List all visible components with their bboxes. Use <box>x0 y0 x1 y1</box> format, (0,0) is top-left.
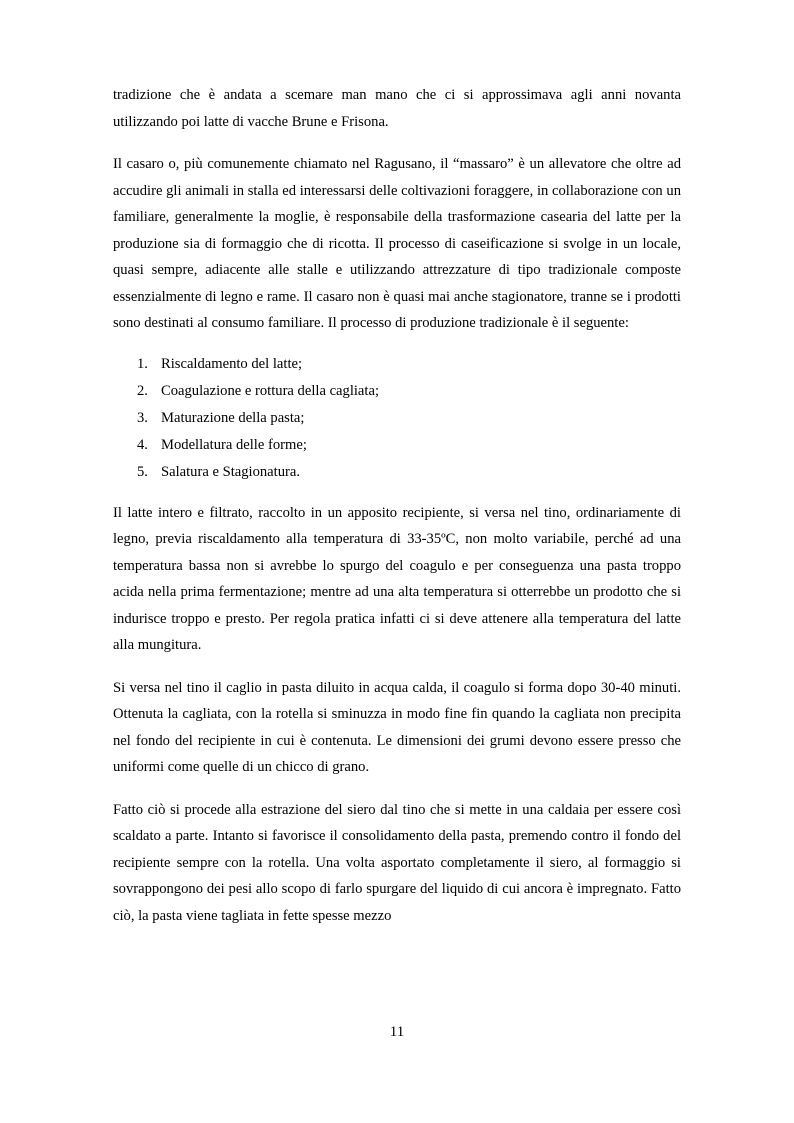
process-steps-list <box>113 351 681 486</box>
page-body <box>113 82 681 929</box>
paragraph-5: Fatto ciò si procede alla estrazione del siero dal tino che si mette in una caldaia per essere così scaldato a parte. Intanto si favorisce il consolidamento della pasta, premendo contro il fondo del recipiente sempre con la rotella. Una volta asportato completamente il siero, al formaggio si sovrappongono dei pesi allo scopo di farlo spurgare del liquido di cui ancora è impregnato. Fatto ciò, la pasta viene tagliata in fette spesse mezzo <box>113 801 681 924</box>
list-item <box>113 432 681 459</box>
list-item <box>113 351 681 378</box>
list-item-text: Riscaldamento del latte; <box>161 355 303 372</box>
page-number: 11 <box>389 1024 405 1040</box>
list-item-number: 2. <box>137 382 148 399</box>
list-item-text: Maturazione della pasta; <box>161 409 305 426</box>
list-item <box>113 378 681 405</box>
list-item-text: Salatura e Stagionatura. <box>161 463 300 480</box>
list-item-text: Coagulazione e rottura della cagliata; <box>161 382 379 399</box>
list-item-number: 5. <box>137 463 148 480</box>
paragraph-3: Il latte intero e filtrato, raccolto in un apposito recipiente, si versa nel tino, ordinariamente di legno, previa riscaldamento alla temperatura di 33-35ºC, non molto variabile, perché ad una temperatura bassa non si avrebbe lo spurgo del coagulo e per conseguenza una pasta troppo acida nella prima fermentazione; mentre ad una alta temperatura si otterrebbe un prodotto che si indurisce troppo e presto. Per regola pratica infatti ci si deve attenere alla temperatura del latte alla mungitura. <box>113 504 681 653</box>
list-item <box>113 405 681 432</box>
paragraph-1: tradizione che è andata a scemare man mano che ci si approssimava agli anni novanta utilizzando poi latte di vacche Brune e Frisona. <box>113 87 681 130</box>
list-item-number: 1. <box>137 355 148 372</box>
paragraph-2: Il casaro o, più comunemente chiamato nel Ragusano, il “massaro” è un allevatore che oltre ad accudire gli animali in stalla ed interessarsi delle coltivazioni foraggere, in collaborazione con un familiare, generalmente la moglie, è responsabile della trasformazione casearia del latte per la produzione sia di formaggio che di ricotta. Il processo di caseificazione si svolge in un locale, quasi sempre, adiacente alle stalle e utilizzando attrezzature di tipo tradizionale composte essenzialmente di legno e rame. Il casaro non è quasi mai anche stagionatore, tranne se i prodotti sono destinati al consumo familiare. Il processo di produzione tradizionale è il seguente: <box>113 156 681 331</box>
list-item-number: 3. <box>137 409 148 426</box>
paragraph-4: Si versa nel tino il caglio in pasta diluito in acqua calda, il coagulo si forma dopo 30-40 minuti. Ottenuta la cagliata, con la rotella si sminuzza in modo fine fin quando la cagliata non precipita nel fondo del recipiente in cui è contenuta. Le dimensioni dei grumi devono essere presso che uniformi come quelle di un chicco di grano. <box>113 679 681 775</box>
list-item <box>113 459 681 486</box>
list-item-text: Modellatura delle forme; <box>161 436 307 453</box>
list-item-number: 4. <box>137 436 148 453</box>
